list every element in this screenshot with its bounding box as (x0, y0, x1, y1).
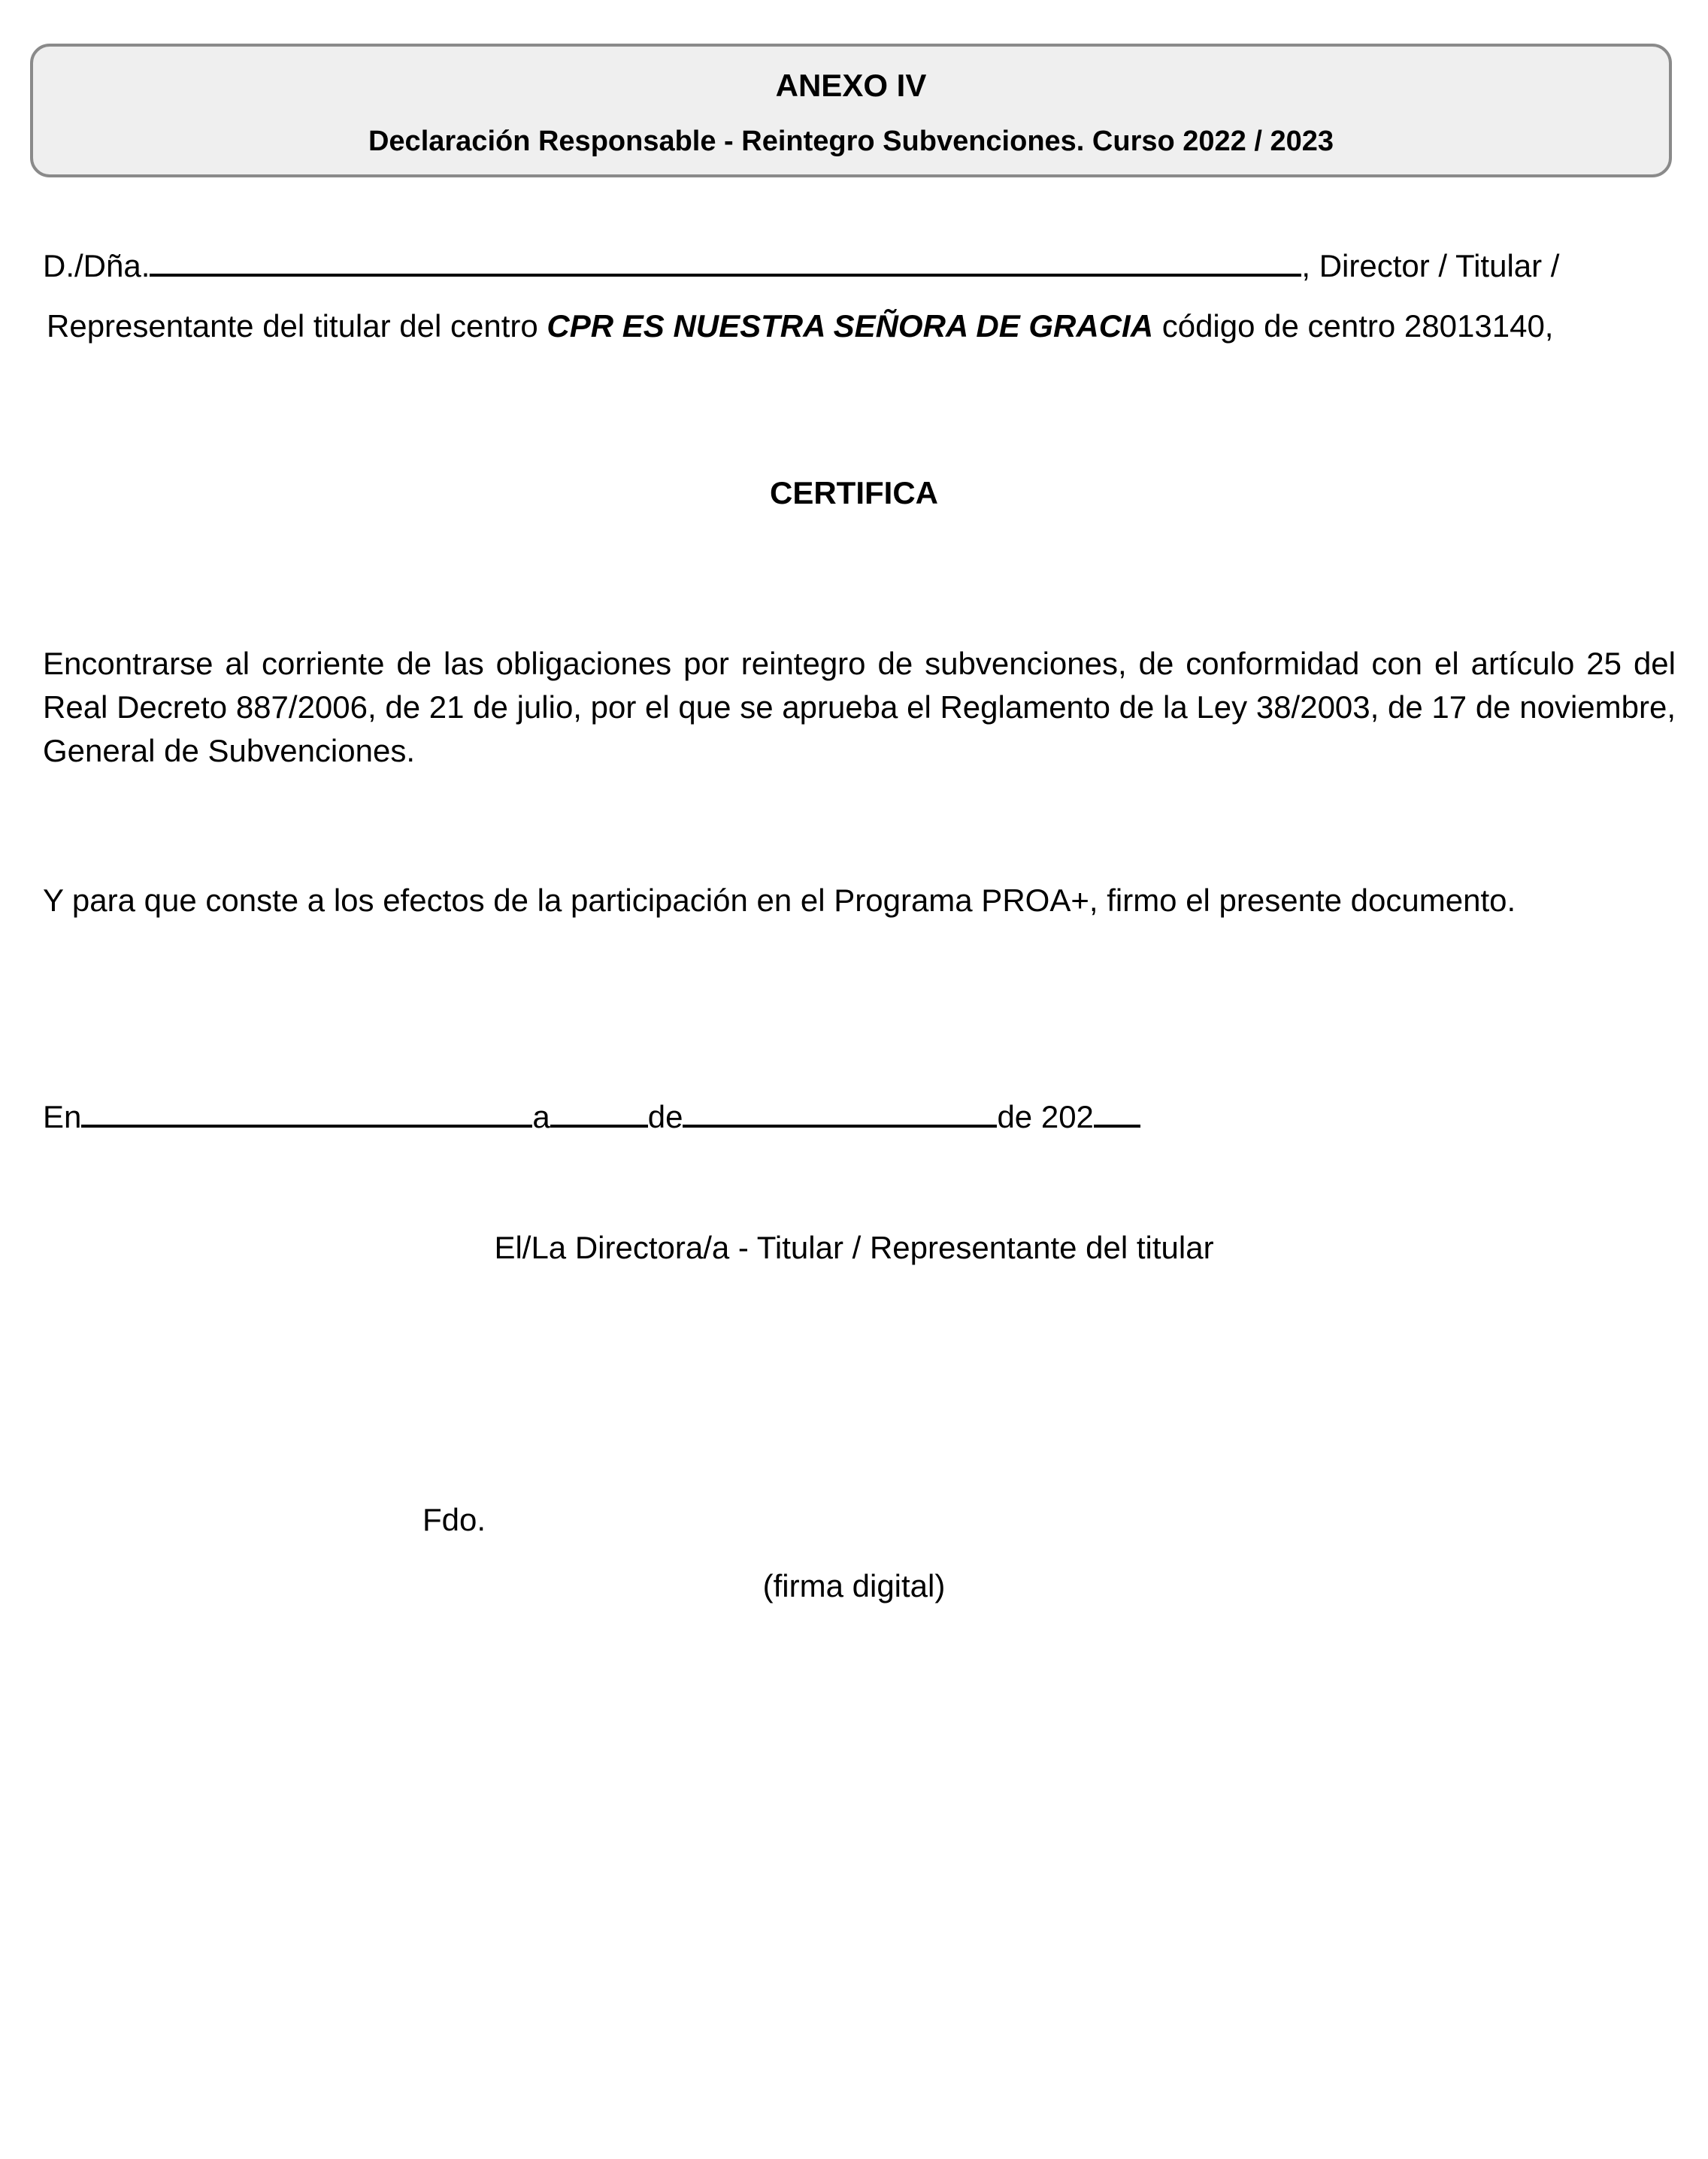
annex-subtitle: Declaración Responsable - Reintegro Subvenciones. Curso 2022 / 2023 (368, 126, 1334, 157)
representative-text: Representante del titular del centro (47, 308, 547, 344)
name-line (43, 247, 1559, 286)
name-blank-field[interactable] (150, 247, 1301, 277)
center-code-text: código de centro 28013140, (1153, 308, 1554, 344)
month-blank-field[interactable] (683, 1098, 997, 1128)
fdo-label: Fdo. (422, 1502, 486, 1537)
place-blank-field[interactable] (81, 1098, 532, 1128)
annex-header-box (30, 44, 1672, 177)
name-label: D./Dña. (43, 248, 150, 283)
digital-signature-label: (firma digital) (762, 1568, 946, 1603)
center-name: CPR ES NUESTRA SEÑORA DE GRACIA (547, 308, 1154, 344)
year-blank-field[interactable] (1094, 1098, 1140, 1128)
date-year-label: de 202 (997, 1099, 1094, 1134)
annex-title: ANEXO IV (775, 68, 927, 103)
role-text: , Director / Titular / (1301, 248, 1560, 283)
date-en-label: En (43, 1099, 82, 1134)
signature-role: El/La Directora/a - Titular / Representante del titular (494, 1230, 1214, 1265)
body-paragraph: Encontrarse al corriente de las obligaciones por reintegro de subvenciones, de conformidad con el artículo 25 del Real Decreto 887/2006, de 21 de julio, por el que se aprueba el Reglamento de la Ley 38/2003, de 17 de noviembre, General de Subvenciones. (43, 646, 1676, 768)
certifica-heading: CERTIFICA (770, 475, 938, 510)
date-line (43, 1098, 1140, 1137)
representative-line (47, 307, 1553, 346)
day-blank-field[interactable] (550, 1098, 648, 1128)
date-a-label: a (532, 1099, 550, 1134)
date-de-label: de (647, 1099, 683, 1134)
closing-paragraph: Y para que conste a los efectos de la participación en el Programa PROA+, firmo el presente documento. (43, 883, 1516, 918)
